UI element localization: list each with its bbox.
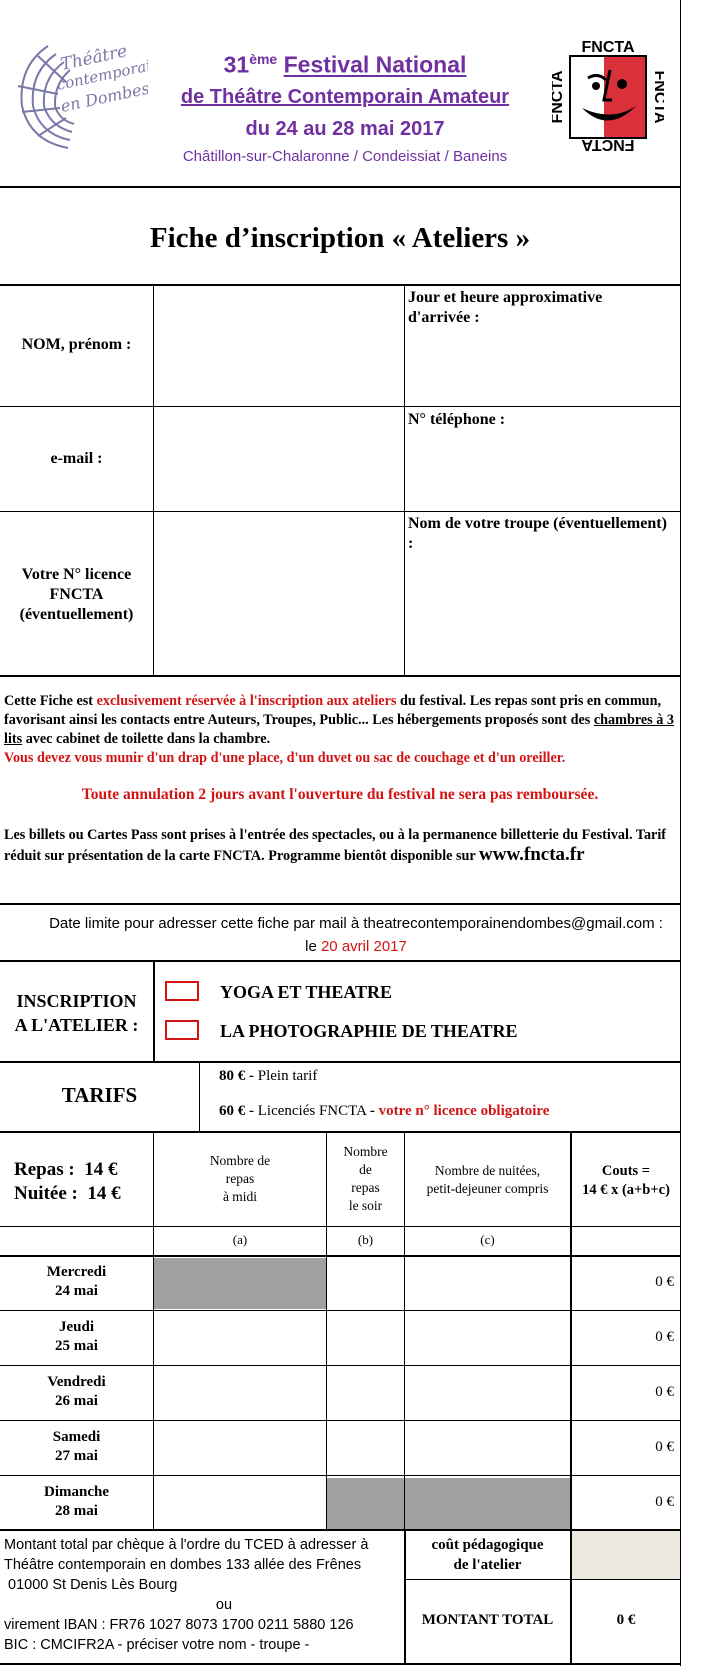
nuitee-price: 14 € [87,1183,121,1204]
lunch-count-input[interactable] [154,1311,326,1364]
phone-field[interactable] [406,432,679,510]
fncta-logo-top: FNCTA [581,39,635,56]
pedagogic-cost-field[interactable] [571,1531,680,1579]
repas-price: 14 € [84,1159,118,1180]
day-date: 24 mai [55,1283,98,1299]
licence-field[interactable] [155,513,403,675]
festival-dates: du 24 au 28 mai 2017 [245,117,445,140]
payment-line: virement IBAN : FR76 1027 8073 1700 0211 5880 126 [4,1617,354,1633]
deadline-date: 20 avril 2017 [320,938,407,955]
pedagogic-cost-label [405,1535,570,1575]
total-label: MONTANT TOTAL [421,1612,554,1628]
info-paragraph-3 [4,826,679,866]
tarif-sep: - [249,1068,254,1084]
photo-option: LA PHOTOGRAPHIE DE THEATRE [220,1021,518,1041]
repas-label: Repas : [14,1159,75,1180]
nights-count-input[interactable] [405,1421,570,1474]
day-label [0,1428,153,1466]
info-text-underline: chambres à 3 lits [4,712,674,747]
troupe-label: Nom de votre troupe (éventuellement) : [408,515,667,552]
letter-b: (b) [357,1232,374,1247]
troupe-field[interactable] [406,556,679,675]
gray-cell [405,1478,570,1529]
info-text: du festival. Les repas sont pris en commun, favorisant ainsi les contacts entre Auteurs, Troupes, Public... Les hébergements proposés sont des [4,693,662,728]
deadline-text: Date limite pour adresser cette fiche par mail à theatrecontemporainendombes@gmail.com : [49,915,663,932]
logo-word-3: en Dombes [58,78,148,116]
dinner-count-input[interactable] [327,1311,404,1364]
dinner-count-input[interactable] [327,1258,404,1309]
lunch-count-input[interactable] [154,1476,326,1528]
logo-word-1: Théâtre [58,41,130,75]
day-cost: 0 € [655,1274,674,1290]
workshop-label-line1: INSCRIPTION [16,991,137,1011]
day-cost: 0 € [655,1439,674,1455]
col-c-header [405,1162,570,1198]
col-b-line: Nombre [343,1144,388,1159]
day-name: Mercredi [46,1264,107,1280]
day-date: 28 mai [55,1503,98,1519]
total-value: 0 € [616,1612,636,1628]
dinner-count-input[interactable] [327,1421,404,1474]
payment-ou: ou [215,1597,233,1613]
day-cost: 0 € [655,1494,674,1510]
day-name: Dimanche [44,1484,109,1500]
title-line1: Festival National [283,51,467,78]
letter-c: (c) [480,1232,495,1247]
theatre-logo [8,26,148,156]
tarif-sep: - [249,1103,254,1119]
email-label: e-mail : [50,450,103,467]
nights-count-input[interactable] [405,1366,570,1419]
day-label [0,1373,153,1411]
festival-title [150,44,540,170]
deadline [0,912,712,958]
col-cost-line: Couts = [601,1163,651,1179]
licence-label-line1: Votre N° licence [21,566,132,583]
payment-line: Montant total par chèque à l'ordre du TCED à adresser à [4,1537,369,1553]
title-line2: de Théâtre Contemporain Amateur [180,85,510,108]
gray-cell [154,1258,326,1309]
letter-a: (a) [232,1232,248,1247]
edition-suffix: ème [249,51,278,67]
col-a-line: Nombre de [209,1153,271,1168]
nights-count-input[interactable] [405,1258,570,1309]
licence-label-line2: FNCTA [49,586,104,603]
col-a-header [154,1152,326,1206]
arrival-label: Jour et heure approximative d'arrivée : [408,289,603,326]
photo-checkbox[interactable] [165,1020,199,1040]
payment-line: Théâtre contemporain en dombes 133 allée des Frênes [4,1557,362,1573]
edition-number: 31 [223,51,250,78]
tarif-member [219,1103,549,1120]
lunch-count-input[interactable] [154,1421,326,1474]
day-cost: 0 € [655,1384,674,1400]
form-title: Fiche d’inscription « Ateliers » [149,222,531,254]
tarif-member-label: Licenciés FNCTA [257,1103,367,1119]
tarif-member-price: 60 € [219,1103,246,1119]
name-label: NOM, prénom : [21,336,132,353]
tarifs-label: TARIFS [61,1083,138,1107]
col-b-line: de [359,1162,372,1177]
col-a-line: repas [225,1171,255,1186]
fncta-logo [552,38,664,156]
day-label [0,1483,153,1521]
info-text: avec cabinet de toilette dans la chambre. [22,731,271,747]
day-name: Jeudi [58,1319,94,1335]
info-text-red: exclusivement réservée à l'inscription aux ateliers [96,693,397,709]
workshop-label-line2: A L'ATELIER : [14,1015,139,1035]
yoga-checkbox[interactable] [165,981,199,1001]
lunch-count-input[interactable] [154,1366,326,1419]
fncta-logo-bottom: FNCTA [581,136,635,153]
day-label [0,1318,153,1356]
day-name: Samedi [52,1429,101,1445]
phone-label: N° téléphone : [408,411,506,428]
info-text-red-2: Vous devez vous munir d'un drap d'une place, d'un duvet ou sac de couchage et d'un oreiller. [4,750,566,766]
deadline-le: le [305,938,321,955]
website-link[interactable]: www.fncta.fr [479,844,585,865]
col-cost-line: 14 € x (a+b+c) [582,1182,670,1198]
col-b-line: le soir [348,1198,383,1213]
gray-cell [327,1478,404,1529]
yoga-option: YOGA ET THEATRE [220,982,393,1002]
dinner-count-input[interactable] [327,1366,404,1419]
pedagogic-line: de l'atelier [453,1557,522,1573]
pedagogic-line: coût pédagogique [431,1537,544,1553]
arrival-field[interactable] [406,330,679,405]
day-name: Vendredi [47,1374,106,1390]
day-date: 25 mai [55,1338,98,1354]
tarif-member-note: votre n° licence obligatoire [378,1103,550,1119]
col-b-line: repas [351,1180,380,1195]
payment-line: BIC : CMCIFR2A - préciser votre nom - troupe - [4,1637,310,1653]
meal-prices [14,1158,121,1206]
workshop-label [0,989,153,1037]
fncta-logo-left: FNCTA [552,70,566,124]
col-c-line: Nombre de nuitées, [434,1163,541,1178]
nuitee-label: Nuitée : [14,1183,78,1204]
day-label [0,1263,153,1301]
licence-label [0,565,153,625]
day-date: 27 mai [55,1448,98,1464]
payment-line: 01000 St Denis Lès Bourg [8,1577,178,1593]
cancellation-notice: Toute annulation 2 jours avant l'ouverture du festival ne sera pas remboursée. [81,786,599,803]
logo-word-2: contemporain [55,54,148,94]
email-field[interactable] [155,408,403,510]
fncta-logo-right: FNCTA [651,70,664,124]
tarif-full-label: Plein tarif [257,1068,318,1084]
col-c-line: petit-dejeuner compris [426,1181,549,1196]
col-cost-header [572,1162,680,1200]
tarif-full [219,1068,317,1085]
col-b-header [327,1143,404,1215]
nights-count-input[interactable] [405,1311,570,1364]
day-cost: 0 € [655,1329,674,1345]
day-date: 26 mai [55,1393,98,1409]
festival-locations: Châtillon-sur-Chalaronne / Condeissiat / Baneins [182,147,508,165]
name-field[interactable] [155,287,403,405]
tarif-full-price: 80 € [219,1068,246,1084]
info-paragraph-1 [4,692,679,768]
tarif-sep: - [369,1103,375,1119]
info-text: Cette Fiche est [4,693,97,709]
info-text: Les billets ou Cartes Pass sont prises à l'entrée des spectacles, ou à la permanence billetterie du Festival. Tarif réduit sur présentation de la carte FNCTA. Programme bientôt disponible sur [4,827,667,864]
payment-info [4,1535,404,1655]
licence-label-line3: (éventuellement) [19,606,134,623]
col-a-line: à midi [222,1189,258,1204]
